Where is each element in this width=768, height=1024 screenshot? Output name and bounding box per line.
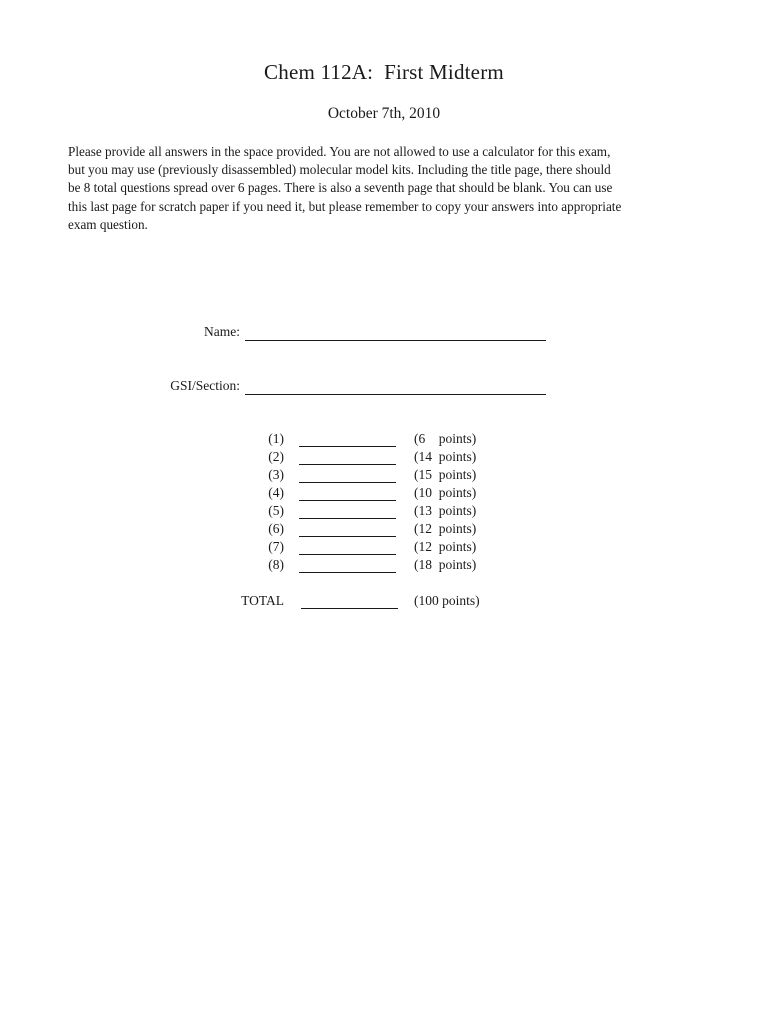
score-blank-line[interactable] — [299, 572, 396, 573]
section-field — [0, 378, 768, 398]
instructions-line: but you may use (previously disassembled) molecular model kits. Including the title page, there should — [68, 162, 611, 178]
exam-date: October 7th, 2010 — [327, 105, 441, 122]
score-row — [0, 485, 768, 503]
instructions-line: Please provide all answers in the space provided. You are not allowed to use a calculator for this exam, — [68, 144, 611, 159]
total-blank-line[interactable] — [301, 608, 398, 609]
question-points: (13 points) — [414, 503, 477, 518]
question-number: (2) — [268, 449, 284, 464]
question-number: (8) — [268, 557, 284, 572]
score-row — [0, 521, 768, 539]
question-points: (12 points) — [414, 521, 477, 536]
section-blank-line[interactable] — [245, 394, 546, 395]
score-blank-line[interactable] — [299, 446, 396, 447]
question-points: (12 points) — [414, 539, 477, 554]
question-number: (4) — [268, 485, 284, 500]
score-row — [0, 539, 768, 557]
section-label: GSI/Section: — [170, 378, 240, 393]
total-points: (100 points) — [414, 593, 480, 608]
question-number: (7) — [268, 539, 284, 554]
score-row — [0, 503, 768, 521]
total-label: TOTAL — [241, 593, 284, 608]
question-points: (14 points) — [414, 449, 477, 464]
score-blank-line[interactable] — [299, 500, 396, 501]
score-blank-line[interactable] — [299, 518, 396, 519]
question-points: (10 points) — [414, 485, 477, 500]
score-row — [0, 557, 768, 575]
score-row — [0, 449, 768, 467]
question-number: (5) — [268, 503, 284, 518]
question-number: (3) — [268, 467, 284, 482]
instructions-line: this last page for scratch paper if you need it, but please remember to copy your answers into appropriate — [68, 198, 622, 214]
name-blank-line[interactable] — [245, 340, 546, 341]
score-row — [0, 431, 768, 449]
instructions-line: exam question. — [68, 216, 148, 232]
score-row — [0, 467, 768, 485]
score-blank-line[interactable] — [299, 464, 396, 465]
name-label: Name: — [204, 324, 240, 339]
question-points: (15 points) — [414, 467, 477, 482]
score-blank-line[interactable] — [299, 482, 396, 483]
name-field — [0, 324, 768, 344]
question-points: (6 points) — [414, 431, 477, 446]
score-blank-line[interactable] — [299, 536, 396, 537]
score-blank-line[interactable] — [299, 554, 396, 555]
question-points: (18 points) — [414, 557, 477, 572]
question-number: (6) — [268, 521, 284, 536]
exam-instructions — [68, 143, 708, 234]
question-number: (1) — [268, 431, 284, 446]
instructions-line: be 8 total questions spread over 6 pages. There is also a seventh page that should be blank. You can use — [68, 180, 613, 196]
total-row — [0, 593, 768, 611]
exam-title: Chem 112A: First Midterm — [264, 60, 504, 84]
